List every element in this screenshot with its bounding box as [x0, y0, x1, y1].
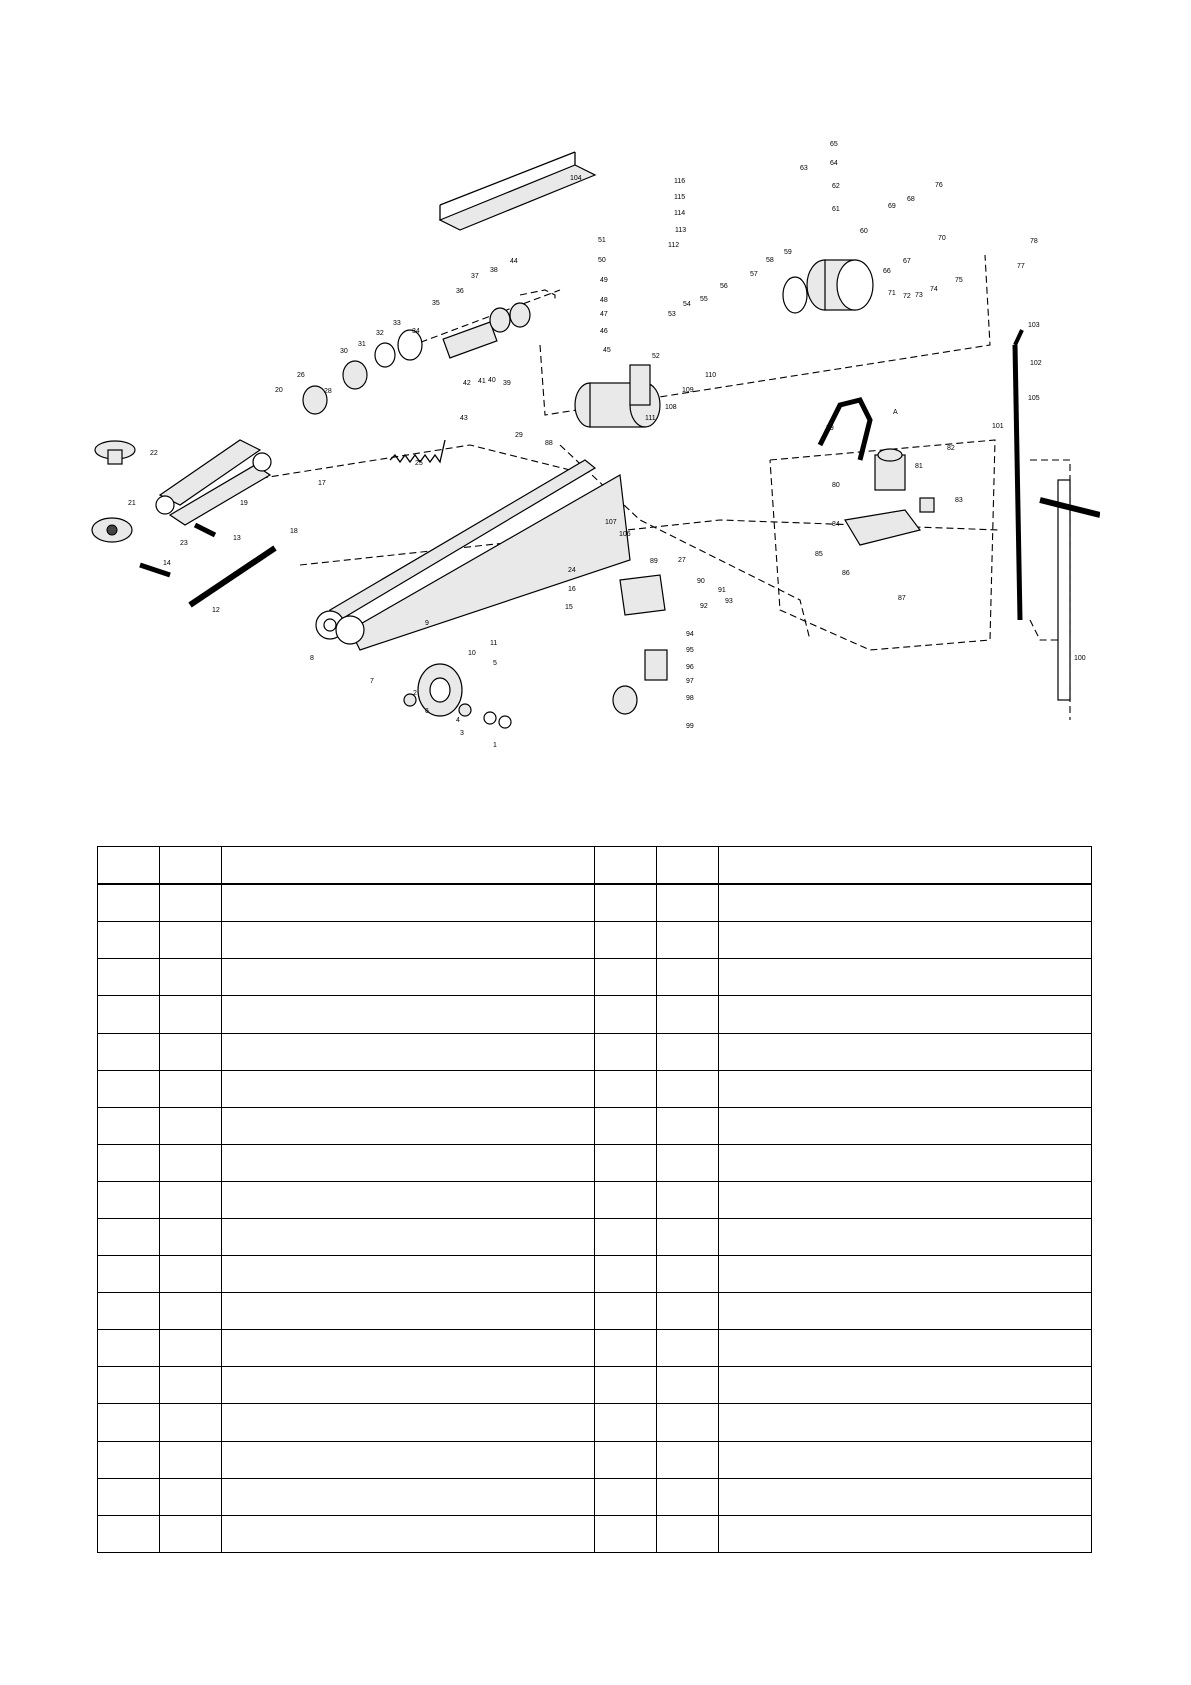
part-label: 75 [955, 277, 963, 284]
part-label: 93 [725, 598, 733, 605]
handle-drawing [1015, 330, 1100, 700]
part-label: 80 [832, 482, 840, 489]
table-row [98, 959, 1092, 996]
table-cell [719, 1144, 1092, 1181]
table-cell [222, 1144, 595, 1181]
part-label: 15 [565, 604, 573, 611]
part-label: 79 [826, 425, 834, 432]
bracket-drawing [613, 575, 667, 714]
part-label: 66 [883, 268, 891, 275]
table-cell [160, 1218, 222, 1255]
table-cell [719, 1293, 1092, 1330]
table-cell [222, 1478, 595, 1515]
part-label: 51 [598, 237, 606, 244]
table-cell [595, 959, 657, 996]
table-cell [160, 1404, 222, 1441]
part-label: 17 [318, 480, 326, 487]
table-cell [98, 922, 160, 959]
part-label: 11 [490, 640, 498, 647]
part-label: 40 [488, 377, 496, 384]
table-cell [657, 1404, 719, 1441]
part-label: 14 [163, 560, 171, 567]
table-cell [160, 1256, 222, 1293]
table-header-cell [160, 847, 222, 885]
table-cell [657, 1293, 719, 1330]
part-label: 28 [324, 388, 332, 395]
table-cell [222, 1107, 595, 1144]
part-label: 92 [700, 603, 708, 610]
part-label: 18 [290, 528, 298, 535]
part-label: 112 [668, 242, 680, 249]
table-header-cell [98, 847, 160, 885]
part-label: 3 [460, 730, 464, 737]
table-row [98, 922, 1092, 959]
part-label: 1 [493, 742, 497, 749]
part-label: 9 [425, 620, 429, 627]
table-cell [595, 1330, 657, 1367]
ram-cylinder-drawing [303, 303, 530, 414]
table-cell [719, 959, 1092, 996]
part-label: 77 [1017, 263, 1025, 270]
part-label: 48 [600, 297, 608, 304]
part-label: 97 [686, 678, 694, 685]
part-label: 88 [545, 440, 553, 447]
part-label: 101 [992, 423, 1004, 430]
part-label: 100 [1074, 655, 1086, 662]
table-cell [595, 1478, 657, 1515]
table-cell [222, 1441, 595, 1478]
table-cell [595, 922, 657, 959]
table-cell [222, 996, 595, 1033]
part-label: 10 [468, 650, 476, 657]
table-cell [657, 1478, 719, 1515]
table-cell [657, 922, 719, 959]
table-cell [98, 1293, 160, 1330]
table-cell [719, 1070, 1092, 1107]
table-cell [98, 884, 160, 922]
part-label: 2 [413, 690, 417, 697]
table-cell [98, 959, 160, 996]
part-label: 65 [830, 141, 838, 148]
part-label: 70 [938, 235, 946, 242]
table-cell [222, 1256, 595, 1293]
part-label: 103 [1028, 322, 1040, 329]
part-label: 38 [490, 267, 498, 274]
table-cell [719, 1330, 1092, 1367]
part-label: 74 [930, 286, 938, 293]
part-label: 83 [955, 497, 963, 504]
table-header-cell [657, 847, 719, 885]
table-cell [98, 1404, 160, 1441]
part-label: 56 [720, 283, 728, 290]
part-number-labels [128, 141, 1086, 749]
part-label: 107 [605, 519, 617, 526]
table-cell [595, 996, 657, 1033]
table-cell [222, 959, 595, 996]
part-label: 110 [705, 372, 717, 379]
part-label: 5 [493, 660, 497, 667]
table-cell [657, 1218, 719, 1255]
table-cell [657, 1144, 719, 1181]
table-cell [98, 1181, 160, 1218]
part-label: 67 [903, 258, 911, 265]
table-cell [657, 1441, 719, 1478]
table-header-cell [222, 847, 595, 885]
table-cell [98, 1330, 160, 1367]
table-cell [719, 1107, 1092, 1144]
table-cell [160, 922, 222, 959]
part-label: 24 [568, 567, 576, 574]
table-row [98, 996, 1092, 1033]
part-label: 16 [568, 586, 576, 593]
table-cell [160, 1367, 222, 1404]
part-label: 98 [686, 695, 694, 702]
part-label: 57 [750, 271, 758, 278]
table-cell [657, 1033, 719, 1070]
table-cell [222, 1181, 595, 1218]
reservoir-drawing [783, 260, 873, 313]
part-label: 115 [674, 194, 686, 201]
parts-list-table [97, 846, 1092, 1553]
table-cell [222, 1070, 595, 1107]
table-cell [657, 1070, 719, 1107]
part-label: 23 [180, 540, 188, 547]
table-cell [222, 1330, 595, 1367]
part-label: 6 [425, 708, 429, 715]
table-cell [595, 1404, 657, 1441]
table-header-cell [719, 847, 1092, 885]
table-row [98, 1070, 1092, 1107]
part-label: 21 [128, 500, 136, 507]
table-cell [719, 1033, 1092, 1070]
part-label: 53 [668, 311, 676, 318]
part-label: 41 [478, 378, 486, 385]
part-label: 43 [460, 415, 468, 422]
table-cell [595, 1033, 657, 1070]
part-label: 96 [686, 664, 694, 671]
table-cell [98, 1070, 160, 1107]
part-label: 42 [463, 380, 471, 387]
table-cell [222, 1404, 595, 1441]
part-label: 63 [800, 165, 808, 172]
part-label: 94 [686, 631, 694, 638]
part-label: 29 [515, 432, 523, 439]
table-cell [719, 1441, 1092, 1478]
part-label: 7 [370, 678, 374, 685]
part-label: 50 [598, 257, 606, 264]
part-label: 108 [665, 404, 677, 411]
part-label: 114 [674, 210, 686, 217]
part-label: 72 [903, 293, 911, 300]
part-label: 91 [718, 587, 726, 594]
part-label: 104 [570, 175, 582, 182]
part-label: 87 [898, 595, 906, 602]
table-cell [222, 1218, 595, 1255]
part-label: 25 [415, 460, 423, 467]
table-row [98, 1033, 1092, 1070]
part-label: 113 [675, 227, 687, 234]
part-label: 36 [456, 288, 464, 295]
part-label: 39 [503, 380, 511, 387]
part-label: 73 [915, 292, 923, 299]
saddle-drawing [92, 441, 135, 542]
exploded-parts-diagram [90, 120, 1100, 760]
table-cell [657, 959, 719, 996]
table-header-cell [595, 847, 657, 885]
table-cell [160, 1070, 222, 1107]
part-label: 68 [907, 196, 915, 203]
table-row [98, 1367, 1092, 1404]
part-label: 102 [1030, 360, 1042, 367]
table-cell [595, 884, 657, 922]
table-row [98, 1404, 1092, 1441]
table-cell [719, 1367, 1092, 1404]
part-label: 81 [915, 463, 923, 470]
table-cell [595, 1515, 657, 1552]
table-cell [160, 996, 222, 1033]
table-cell [98, 1144, 160, 1181]
part-label: 20 [275, 387, 283, 394]
part-label: 30 [340, 348, 348, 355]
table-cell [719, 1515, 1092, 1552]
table-row [98, 1478, 1092, 1515]
table-cell [160, 1181, 222, 1218]
table-cell [222, 1367, 595, 1404]
part-label: 26 [297, 372, 305, 379]
table-header-row [98, 847, 1092, 885]
part-label: 78 [1030, 238, 1038, 245]
table-cell [719, 1478, 1092, 1515]
part-label: 116 [674, 178, 686, 185]
part-label: 86 [842, 570, 850, 577]
table-cell [595, 1256, 657, 1293]
table-cell [160, 1144, 222, 1181]
table-cell [595, 1070, 657, 1107]
table-cell [160, 1033, 222, 1070]
table-row [98, 1293, 1092, 1330]
table-cell [222, 922, 595, 959]
part-label: 19 [240, 500, 248, 507]
part-label: 61 [832, 206, 840, 213]
table-cell [595, 1181, 657, 1218]
table-cell [657, 1181, 719, 1218]
table-cell [719, 1256, 1092, 1293]
part-label: 71 [888, 290, 896, 297]
part-label: 89 [650, 558, 658, 565]
table-cell [719, 1404, 1092, 1441]
part-label: 33 [393, 320, 401, 327]
table-row [98, 1144, 1092, 1181]
part-label: 105 [1028, 395, 1040, 402]
part-label: 31 [358, 341, 366, 348]
part-label: 84 [832, 521, 840, 528]
table-cell [657, 996, 719, 1033]
table-cell [657, 1367, 719, 1404]
table-cell [160, 1107, 222, 1144]
part-label: 85 [815, 551, 823, 558]
part-label: 49 [600, 277, 608, 284]
table-cell [719, 1218, 1092, 1255]
part-label: 13 [233, 535, 241, 542]
table-cell [657, 1107, 719, 1144]
part-label: 37 [471, 273, 479, 280]
table-cell [160, 1478, 222, 1515]
table-cell [719, 922, 1092, 959]
table-cell [98, 1107, 160, 1144]
table-row [98, 884, 1092, 922]
table-cell [160, 1293, 222, 1330]
part-label: 64 [830, 160, 838, 167]
part-label: 47 [600, 311, 608, 318]
table-row [98, 1256, 1092, 1293]
table-cell [98, 1256, 160, 1293]
part-label: 95 [686, 647, 694, 654]
spring-drawing [390, 440, 445, 462]
table-cell [160, 1330, 222, 1367]
table-cell [595, 1441, 657, 1478]
frame-drawing [316, 460, 630, 650]
table-row [98, 1330, 1092, 1367]
part-label: 82 [947, 445, 955, 452]
part-label: 90 [697, 578, 705, 585]
part-label: 109 [682, 387, 694, 394]
rods-drawing [140, 525, 275, 605]
part-label: 45 [603, 347, 611, 354]
table-cell [98, 996, 160, 1033]
part-label: A [893, 409, 898, 416]
part-label: 111 [645, 415, 656, 422]
table-cell [657, 884, 719, 922]
table-cell [719, 1181, 1092, 1218]
table-cell [595, 1367, 657, 1404]
part-label: 69 [888, 203, 896, 210]
table-cell [160, 1441, 222, 1478]
table-cell [222, 884, 595, 922]
part-label: 99 [686, 723, 694, 730]
table-cell [719, 996, 1092, 1033]
part-label: 52 [652, 353, 660, 360]
table-cell [595, 1107, 657, 1144]
part-label: 58 [766, 257, 774, 264]
part-label: 32 [376, 330, 384, 337]
part-label: 59 [784, 249, 792, 256]
table-cell [222, 1293, 595, 1330]
table-cell [657, 1330, 719, 1367]
part-label: 60 [860, 228, 868, 235]
table-cell [657, 1515, 719, 1552]
table-cell [719, 884, 1092, 922]
table-cell [160, 1515, 222, 1552]
table-row [98, 1181, 1092, 1218]
table-cell [98, 1515, 160, 1552]
cover-plate-drawing [440, 152, 595, 230]
table-cell [222, 1033, 595, 1070]
table-cell [98, 1033, 160, 1070]
table-cell [160, 959, 222, 996]
part-label: 12 [212, 607, 220, 614]
table-cell [98, 1367, 160, 1404]
table-cell [657, 1256, 719, 1293]
lift-arm-drawing [156, 440, 271, 525]
table-cell [595, 1293, 657, 1330]
part-label: 76 [935, 182, 943, 189]
part-label: 106 [619, 531, 631, 538]
part-label: 27 [678, 557, 686, 564]
table-cell [98, 1218, 160, 1255]
part-label: 35 [432, 300, 440, 307]
part-label: 8 [310, 655, 314, 662]
table-row [98, 1107, 1092, 1144]
part-label: 44 [510, 258, 518, 265]
part-label: 46 [600, 328, 608, 335]
table-row [98, 1218, 1092, 1255]
table-row [98, 1441, 1092, 1478]
table-cell [98, 1441, 160, 1478]
part-label: 54 [683, 301, 691, 308]
table-cell [160, 884, 222, 922]
part-label: 4 [456, 717, 460, 724]
table-row [98, 1515, 1092, 1552]
part-label: 55 [700, 296, 708, 303]
part-label: 34 [412, 328, 420, 335]
table-cell [98, 1478, 160, 1515]
table-cell [222, 1515, 595, 1552]
table-cell [595, 1144, 657, 1181]
table-cell [595, 1218, 657, 1255]
part-label: 22 [150, 450, 158, 457]
part-label: 62 [832, 183, 840, 190]
